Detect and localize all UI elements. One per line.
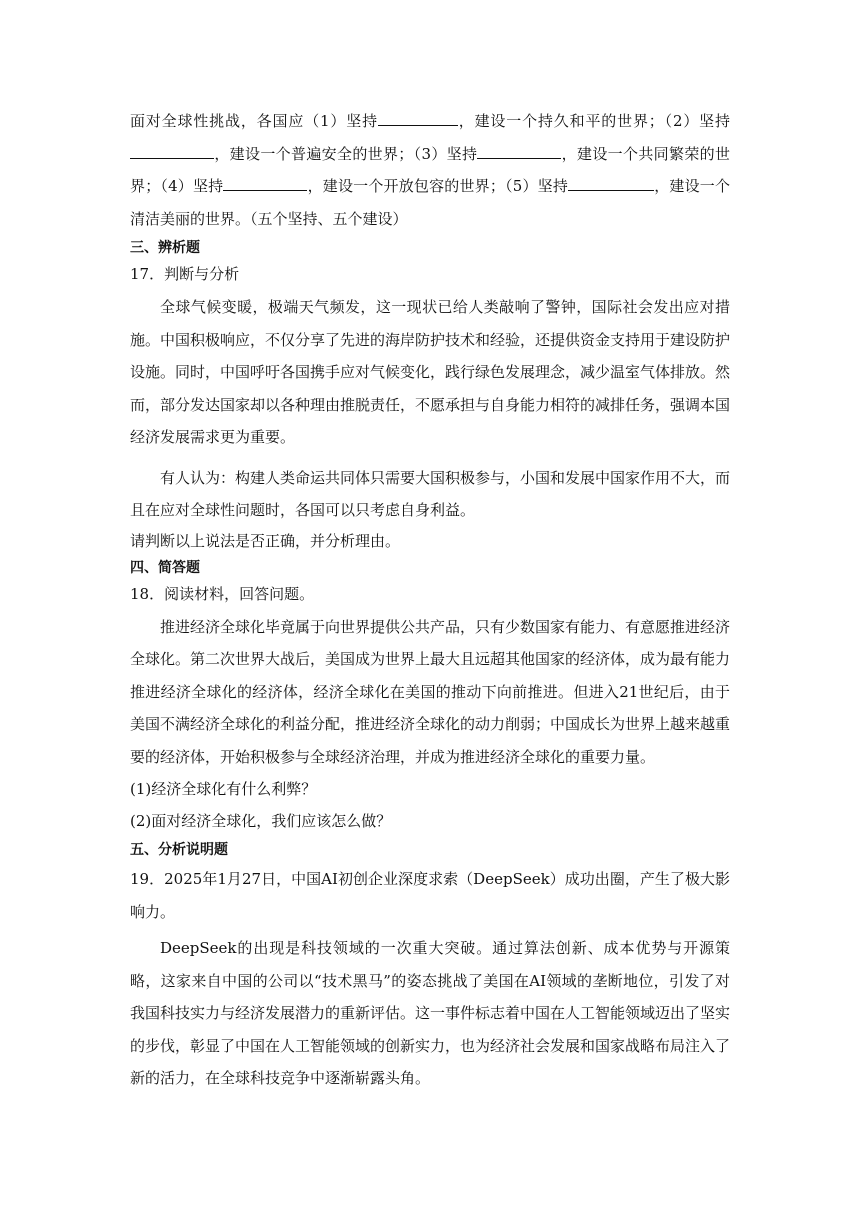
question-17-material-1: 全球气候变暖，极端天气频发，这一现状已给人类敲响了警钟，国际社会发出应对措施。中国积极响应，不仅分享了先进的海岸防护技术和经验，还提供资金支持用于建设防护设施。同时，中国呼吁各国携手应对气候变化，践行绿色发展理念，减少温室气体排放。然而，部分发达国家却以各种理由推脱责任，不愿承担与自身能力相符的减排任务，强调本国经济发展需求更为重要。 — [130, 298, 731, 446]
fill-after-5: ，建设一个清洁美丽的世界。（五个坚持、五个建设） — [130, 177, 730, 228]
question-19: 19．2025年1月27日，中国AI初创企业深度求索（DeepSeek）成功出圈，产生了极大影响力。 — [130, 870, 730, 921]
question-18: 18．阅读材料，回答问题。 — [130, 584, 315, 603]
fill-after-1: ，建设一个持久和平的世界；（2）坚持 — [457, 112, 731, 130]
fill-intro: 面对全球性挑战，各国应（1）坚持 — [130, 112, 378, 130]
answer-blank-3[interactable] — [477, 144, 561, 159]
question-18-material: 推进经济全球化毕竟属于向世界提供公共产品，只有少数国家有能力、有意愿推进经济全球化。第二次世界大战后，美国成为世界上最大且远超其他国家的经济体，成为最有能力推进经济全球化的经济体，经济全球化在美国的推动下向前推进。但进入21世纪后，由于美国不满经济全球化的利益分配，推进经济全球化的动力削弱；中国成长为世界上越来越重要的经济体，开始积极参与全球经济治理，并成为推进经济全球化的重要力量。 — [130, 617, 731, 766]
question-17: 17．判断与分析 — [130, 265, 240, 283]
page-content — [130, 105, 730, 1095]
fill-in-blank-paragraph — [130, 105, 730, 235]
answer-blank-1[interactable] — [378, 111, 458, 126]
section-title-short-answer: 四、简答题 — [130, 559, 200, 576]
question-18-subquestion-2: (2)面对经济全球化，我们应该怎么做？ — [130, 812, 392, 830]
question-18-subquestion-1: (1)经济全球化有什么利弊？ — [130, 780, 317, 798]
section-title-discrimination: 三、辨析题 — [130, 240, 200, 256]
fill-after-4: ，建设一个开放包容的世界；（5）坚持 — [307, 177, 569, 195]
answer-blank-4[interactable] — [223, 176, 307, 191]
question-17-prompt: 请判断以上说法是否正确，并分析理由。 — [130, 531, 401, 550]
fill-after-3: ，建设一个共同繁荣的世界；（4）坚持 — [130, 144, 730, 195]
section-title-analysis: 五、分析说明题 — [130, 842, 228, 858]
question-19-material: DeepSeek的出现是科技领域的一次重大突破。通过算法创新、成本优势与开源策略，这家来自中国的公司以“技术黑马”的姿态挑战了美国在AI领域的垄断地位，引发了对我国科技实力与经济发展潜力的重新评估。这一事件标志着中国在人工智能领域迈出了坚实的步伐，彰显了中国在人工智能领域的创新实力，也为经济社会发展和国家战略布局注入了新的活力，在全球科技竞争中逐渐崭露头角。 — [130, 939, 731, 1087]
question-17-material-2: 有人认为：构建人类命运共同体只需要大国积极参与，小国和发展中国家作用不大，而且在应对全球性问题时，各国可以只考虑自身利益。 — [130, 468, 731, 519]
fill-after-2: ，建设一个普遍安全的世界；（3）坚持 — [214, 144, 478, 163]
answer-blank-2[interactable] — [130, 144, 214, 159]
answer-blank-5[interactable] — [568, 176, 654, 191]
